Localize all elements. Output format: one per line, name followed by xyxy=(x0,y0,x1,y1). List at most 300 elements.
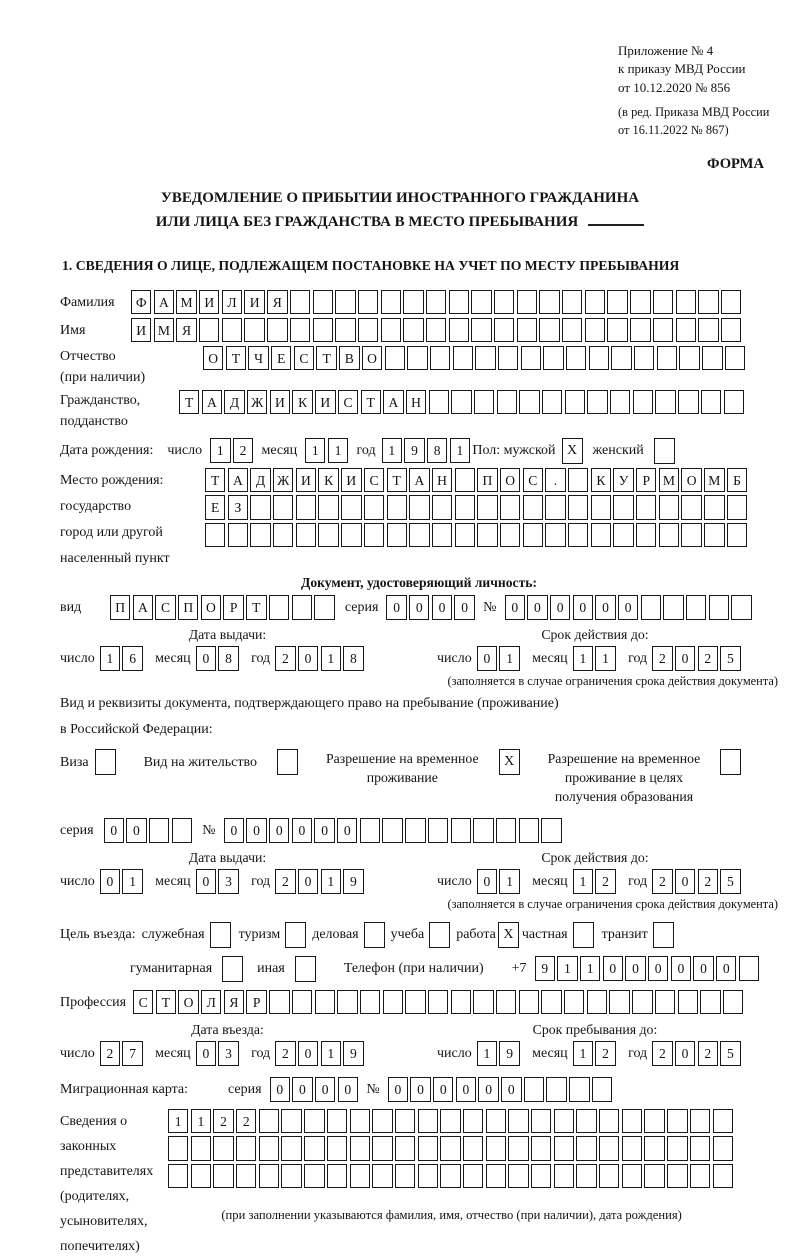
char-cell[interactable]: 0 xyxy=(432,595,452,620)
char-cell[interactable] xyxy=(613,523,633,548)
char-cell[interactable]: 0 xyxy=(675,1041,695,1066)
char-cell[interactable]: И xyxy=(131,318,151,343)
char-cell[interactable] xyxy=(259,1136,279,1161)
char-cell[interactable] xyxy=(409,495,429,520)
char-cell[interactable] xyxy=(296,495,316,520)
char-cell[interactable]: Т xyxy=(179,390,199,415)
char-cell[interactable]: 1 xyxy=(321,1041,341,1066)
char-cell[interactable] xyxy=(236,1164,256,1189)
char-cell[interactable]: Е xyxy=(271,346,291,371)
char-cell[interactable]: Б xyxy=(727,468,747,493)
char-cell[interactable]: 0 xyxy=(314,818,334,843)
char-cell[interactable] xyxy=(314,595,334,620)
char-cell[interactable]: 1 xyxy=(210,438,230,463)
char-cell[interactable]: И xyxy=(244,290,264,315)
char-cell[interactable] xyxy=(644,1136,664,1161)
char-cell[interactable] xyxy=(508,1164,528,1189)
char-cell[interactable]: 8 xyxy=(218,646,238,671)
char-cell[interactable] xyxy=(698,318,718,343)
char-cell[interactable] xyxy=(523,495,543,520)
char-cell[interactable] xyxy=(739,956,759,981)
char-cell[interactable] xyxy=(622,1136,642,1161)
char-cell[interactable] xyxy=(676,318,696,343)
char-cell[interactable]: 1 xyxy=(573,869,593,894)
char-cell[interactable] xyxy=(486,1136,506,1161)
char-cell[interactable]: 0 xyxy=(126,818,146,843)
char-cell[interactable] xyxy=(723,990,743,1015)
char-cell[interactable]: С xyxy=(133,990,153,1015)
representatives-cells-row2[interactable] xyxy=(168,1136,735,1161)
char-cell[interactable] xyxy=(372,1109,392,1134)
char-cell[interactable] xyxy=(727,495,747,520)
char-cell[interactable] xyxy=(381,290,401,315)
entry-day-cells[interactable] xyxy=(100,1041,145,1066)
char-cell[interactable] xyxy=(655,990,675,1015)
birthplace-cells-row1[interactable] xyxy=(205,468,750,493)
char-cell[interactable]: 1 xyxy=(573,1041,593,1066)
char-cell[interactable]: 2 xyxy=(275,1041,295,1066)
char-cell[interactable] xyxy=(496,990,516,1015)
entry-year-cells[interactable] xyxy=(275,1041,366,1066)
char-cell[interactable] xyxy=(667,1164,687,1189)
char-cell[interactable] xyxy=(440,1109,460,1134)
char-cell[interactable]: О xyxy=(362,346,382,371)
purpose-business-checkbox[interactable] xyxy=(364,922,385,948)
char-cell[interactable] xyxy=(281,1109,301,1134)
char-cell[interactable] xyxy=(568,495,588,520)
char-cell[interactable] xyxy=(636,523,656,548)
char-cell[interactable] xyxy=(659,495,679,520)
char-cell[interactable] xyxy=(455,468,475,493)
permit-valid-month-cells[interactable] xyxy=(573,869,618,894)
char-cell[interactable] xyxy=(690,1164,710,1189)
char-cell[interactable] xyxy=(659,523,679,548)
char-cell[interactable]: 0 xyxy=(224,818,244,843)
char-cell[interactable] xyxy=(428,818,448,843)
char-cell[interactable] xyxy=(653,318,673,343)
representatives-cells-row1[interactable] xyxy=(168,1109,735,1134)
char-cell[interactable]: А xyxy=(202,390,222,415)
char-cell[interactable] xyxy=(477,495,497,520)
char-cell[interactable]: И xyxy=(199,290,219,315)
char-cell[interactable] xyxy=(269,595,289,620)
char-cell[interactable]: 0 xyxy=(292,1077,312,1102)
char-cell[interactable] xyxy=(418,1109,438,1134)
permit-issue-month-cells[interactable] xyxy=(196,869,241,894)
char-cell[interactable] xyxy=(341,495,361,520)
birth-year-cells[interactable] xyxy=(382,438,473,463)
char-cell[interactable] xyxy=(405,818,425,843)
char-cell[interactable] xyxy=(630,318,650,343)
doc-series-cells[interactable] xyxy=(386,595,477,620)
purpose-transit-checkbox[interactable] xyxy=(653,922,674,948)
char-cell[interactable]: 0 xyxy=(315,1077,335,1102)
char-cell[interactable]: М xyxy=(176,290,196,315)
char-cell[interactable] xyxy=(721,318,741,343)
char-cell[interactable] xyxy=(292,990,312,1015)
char-cell[interactable]: 1 xyxy=(382,438,402,463)
char-cell[interactable]: Р xyxy=(246,990,266,1015)
char-cell[interactable]: 2 xyxy=(652,869,672,894)
char-cell[interactable] xyxy=(497,390,517,415)
char-cell[interactable] xyxy=(576,1136,596,1161)
char-cell[interactable] xyxy=(304,1136,324,1161)
phone-cells[interactable] xyxy=(535,956,762,981)
char-cell[interactable]: 0 xyxy=(298,1041,318,1066)
char-cell[interactable] xyxy=(395,1164,415,1189)
char-cell[interactable] xyxy=(554,1164,574,1189)
char-cell[interactable]: 9 xyxy=(535,956,555,981)
char-cell[interactable]: И xyxy=(296,468,316,493)
char-cell[interactable] xyxy=(542,390,562,415)
char-cell[interactable] xyxy=(576,1164,596,1189)
representatives-cells-row3[interactable] xyxy=(168,1164,735,1189)
stay-day-cells[interactable] xyxy=(477,1041,522,1066)
char-cell[interactable]: 1 xyxy=(168,1109,188,1134)
char-cell[interactable]: Ч xyxy=(248,346,268,371)
char-cell[interactable] xyxy=(455,495,475,520)
char-cell[interactable]: С xyxy=(364,468,384,493)
char-cell[interactable] xyxy=(486,1109,506,1134)
char-cell[interactable]: 1 xyxy=(122,869,142,894)
char-cell[interactable] xyxy=(213,1164,233,1189)
char-cell[interactable]: 0 xyxy=(196,869,216,894)
char-cell[interactable] xyxy=(519,818,539,843)
char-cell[interactable] xyxy=(634,346,654,371)
char-cell[interactable]: 0 xyxy=(693,956,713,981)
char-cell[interactable]: П xyxy=(110,595,130,620)
char-cell[interactable] xyxy=(382,818,402,843)
char-cell[interactable] xyxy=(341,523,361,548)
permit-series-cells[interactable] xyxy=(104,818,195,843)
char-cell[interactable] xyxy=(519,990,539,1015)
char-cell[interactable] xyxy=(315,990,335,1015)
char-cell[interactable] xyxy=(474,390,494,415)
char-cell[interactable] xyxy=(622,1164,642,1189)
char-cell[interactable]: В xyxy=(339,346,359,371)
char-cell[interactable]: А xyxy=(154,290,174,315)
char-cell[interactable] xyxy=(350,1109,370,1134)
char-cell[interactable] xyxy=(690,1109,710,1134)
char-cell[interactable]: М xyxy=(659,468,679,493)
char-cell[interactable] xyxy=(273,495,293,520)
char-cell[interactable]: 2 xyxy=(275,869,295,894)
char-cell[interactable] xyxy=(471,290,491,315)
char-cell[interactable] xyxy=(304,1164,324,1189)
char-cell[interactable] xyxy=(541,990,561,1015)
char-cell[interactable]: К xyxy=(318,468,338,493)
purpose-private-checkbox[interactable] xyxy=(573,922,594,948)
char-cell[interactable] xyxy=(172,818,192,843)
char-cell[interactable]: 0 xyxy=(298,869,318,894)
char-cell[interactable] xyxy=(318,523,338,548)
char-cell[interactable] xyxy=(613,495,633,520)
char-cell[interactable]: А xyxy=(409,468,429,493)
char-cell[interactable]: 0 xyxy=(410,1077,430,1102)
char-cell[interactable]: 6 xyxy=(122,646,142,671)
char-cell[interactable]: 2 xyxy=(595,1041,615,1066)
char-cell[interactable] xyxy=(290,318,310,343)
stay-month-cells[interactable] xyxy=(573,1041,618,1066)
char-cell[interactable]: О xyxy=(178,990,198,1015)
char-cell[interactable]: О xyxy=(203,346,223,371)
char-cell[interactable] xyxy=(327,1164,347,1189)
char-cell[interactable] xyxy=(632,990,652,1015)
purpose-other-checkbox[interactable] xyxy=(295,956,316,982)
char-cell[interactable] xyxy=(545,495,565,520)
char-cell[interactable] xyxy=(636,495,656,520)
char-cell[interactable] xyxy=(327,1136,347,1161)
char-cell[interactable]: С xyxy=(155,595,175,620)
char-cell[interactable] xyxy=(350,1136,370,1161)
char-cell[interactable]: К xyxy=(591,468,611,493)
char-cell[interactable]: 9 xyxy=(499,1041,519,1066)
char-cell[interactable]: И xyxy=(315,390,335,415)
char-cell[interactable] xyxy=(451,990,471,1015)
char-cell[interactable]: 0 xyxy=(386,595,406,620)
char-cell[interactable] xyxy=(611,346,631,371)
char-cell[interactable]: 8 xyxy=(427,438,447,463)
char-cell[interactable] xyxy=(591,495,611,520)
char-cell[interactable]: 0 xyxy=(337,818,357,843)
char-cell[interactable] xyxy=(644,1109,664,1134)
char-cell[interactable]: О xyxy=(500,468,520,493)
char-cell[interactable] xyxy=(471,318,491,343)
char-cell[interactable]: 0 xyxy=(675,869,695,894)
char-cell[interactable] xyxy=(517,318,537,343)
char-cell[interactable] xyxy=(199,318,219,343)
char-cell[interactable] xyxy=(418,1136,438,1161)
char-cell[interactable]: 0 xyxy=(477,869,497,894)
char-cell[interactable] xyxy=(599,1136,619,1161)
char-cell[interactable]: 1 xyxy=(328,438,348,463)
permit-issue-year-cells[interactable] xyxy=(275,869,366,894)
char-cell[interactable] xyxy=(463,1164,483,1189)
birthplace-cells-row3[interactable] xyxy=(205,523,750,548)
char-cell[interactable] xyxy=(633,390,653,415)
char-cell[interactable] xyxy=(168,1164,188,1189)
visa-checkbox[interactable] xyxy=(95,749,116,775)
char-cell[interactable] xyxy=(607,318,627,343)
char-cell[interactable]: Ф xyxy=(131,290,151,315)
char-cell[interactable] xyxy=(657,346,677,371)
char-cell[interactable]: С xyxy=(523,468,543,493)
edu-permit-checkbox[interactable] xyxy=(720,749,741,775)
given-name-cells[interactable] xyxy=(131,318,744,343)
char-cell[interactable] xyxy=(531,1109,551,1134)
char-cell[interactable] xyxy=(267,318,287,343)
char-cell[interactable]: Т xyxy=(156,990,176,1015)
char-cell[interactable]: Н xyxy=(406,390,426,415)
char-cell[interactable]: 1 xyxy=(321,869,341,894)
char-cell[interactable] xyxy=(440,1136,460,1161)
char-cell[interactable]: Т xyxy=(361,390,381,415)
stay-year-cells[interactable] xyxy=(652,1041,743,1066)
mig-number-cells[interactable] xyxy=(388,1077,615,1102)
char-cell[interactable]: 1 xyxy=(305,438,325,463)
char-cell[interactable] xyxy=(678,990,698,1015)
char-cell[interactable] xyxy=(713,1109,733,1134)
char-cell[interactable]: 0 xyxy=(246,818,266,843)
char-cell[interactable] xyxy=(335,290,355,315)
char-cell[interactable]: А xyxy=(228,468,248,493)
char-cell[interactable]: 0 xyxy=(505,595,525,620)
char-cell[interactable] xyxy=(383,990,403,1015)
char-cell[interactable]: 2 xyxy=(213,1109,233,1134)
char-cell[interactable]: 9 xyxy=(404,438,424,463)
char-cell[interactable]: 0 xyxy=(595,595,615,620)
char-cell[interactable]: 0 xyxy=(648,956,668,981)
char-cell[interactable]: 0 xyxy=(456,1077,476,1102)
char-cell[interactable]: 0 xyxy=(618,595,638,620)
char-cell[interactable] xyxy=(531,1136,551,1161)
char-cell[interactable] xyxy=(292,595,312,620)
profession-cells[interactable] xyxy=(133,990,746,1015)
char-cell[interactable] xyxy=(554,1109,574,1134)
char-cell[interactable]: 0 xyxy=(298,646,318,671)
char-cell[interactable] xyxy=(566,346,586,371)
char-cell[interactable] xyxy=(360,818,380,843)
char-cell[interactable] xyxy=(350,1164,370,1189)
char-cell[interactable] xyxy=(641,595,661,620)
char-cell[interactable] xyxy=(508,1109,528,1134)
char-cell[interactable] xyxy=(475,346,495,371)
char-cell[interactable] xyxy=(622,1109,642,1134)
char-cell[interactable]: Р xyxy=(223,595,243,620)
char-cell[interactable] xyxy=(428,990,448,1015)
char-cell[interactable]: 1 xyxy=(450,438,470,463)
doc-issue-day-cells[interactable] xyxy=(100,646,145,671)
char-cell[interactable]: 9 xyxy=(343,869,363,894)
char-cell[interactable] xyxy=(585,318,605,343)
char-cell[interactable] xyxy=(403,318,423,343)
char-cell[interactable]: 0 xyxy=(716,956,736,981)
char-cell[interactable]: 2 xyxy=(698,646,718,671)
char-cell[interactable]: 2 xyxy=(595,869,615,894)
char-cell[interactable] xyxy=(562,290,582,315)
char-cell[interactable] xyxy=(477,523,497,548)
char-cell[interactable] xyxy=(519,390,539,415)
birth-month-cells[interactable] xyxy=(305,438,350,463)
char-cell[interactable]: А xyxy=(383,390,403,415)
char-cell[interactable] xyxy=(701,390,721,415)
char-cell[interactable] xyxy=(591,523,611,548)
char-cell[interactable] xyxy=(554,1136,574,1161)
char-cell[interactable]: 1 xyxy=(100,646,120,671)
char-cell[interactable] xyxy=(304,1109,324,1134)
doc-type-cells[interactable] xyxy=(110,595,337,620)
char-cell[interactable] xyxy=(546,1077,566,1102)
char-cell[interactable]: 0 xyxy=(409,595,429,620)
char-cell[interactable] xyxy=(168,1136,188,1161)
char-cell[interactable]: 1 xyxy=(557,956,577,981)
char-cell[interactable] xyxy=(313,290,333,315)
char-cell[interactable]: 2 xyxy=(275,646,295,671)
char-cell[interactable] xyxy=(599,1164,619,1189)
char-cell[interactable]: Т xyxy=(205,468,225,493)
char-cell[interactable] xyxy=(463,1136,483,1161)
birthplace-cells-row2[interactable] xyxy=(205,495,750,520)
char-cell[interactable] xyxy=(385,346,405,371)
char-cell[interactable] xyxy=(337,990,357,1015)
char-cell[interactable]: 0 xyxy=(675,646,695,671)
char-cell[interactable]: 5 xyxy=(720,646,740,671)
char-cell[interactable]: Е xyxy=(205,495,225,520)
char-cell[interactable] xyxy=(704,523,724,548)
char-cell[interactable]: О xyxy=(201,595,221,620)
char-cell[interactable] xyxy=(335,318,355,343)
char-cell[interactable]: 0 xyxy=(433,1077,453,1102)
char-cell[interactable]: 2 xyxy=(233,438,253,463)
char-cell[interactable] xyxy=(432,523,452,548)
patronymic-cells[interactable] xyxy=(203,346,748,371)
char-cell[interactable] xyxy=(517,290,537,315)
char-cell[interactable] xyxy=(429,390,449,415)
char-cell[interactable] xyxy=(364,495,384,520)
char-cell[interactable]: 0 xyxy=(100,869,120,894)
char-cell[interactable] xyxy=(213,1136,233,1161)
char-cell[interactable]: М xyxy=(154,318,174,343)
char-cell[interactable]: Ж xyxy=(247,390,267,415)
char-cell[interactable] xyxy=(228,523,248,548)
char-cell[interactable] xyxy=(269,990,289,1015)
char-cell[interactable]: Н xyxy=(432,468,452,493)
char-cell[interactable] xyxy=(524,1077,544,1102)
char-cell[interactable]: 0 xyxy=(603,956,623,981)
char-cell[interactable] xyxy=(709,595,729,620)
doc-valid-year-cells[interactable] xyxy=(652,646,743,671)
char-cell[interactable] xyxy=(543,346,563,371)
char-cell[interactable]: Я xyxy=(267,290,287,315)
purpose-official-checkbox[interactable] xyxy=(210,922,231,948)
char-cell[interactable]: З xyxy=(228,495,248,520)
char-cell[interactable]: 2 xyxy=(236,1109,256,1134)
doc-valid-day-cells[interactable] xyxy=(477,646,522,671)
char-cell[interactable]: И xyxy=(341,468,361,493)
mig-series-cells[interactable] xyxy=(270,1077,361,1102)
char-cell[interactable]: 0 xyxy=(292,818,312,843)
char-cell[interactable] xyxy=(403,290,423,315)
char-cell[interactable] xyxy=(585,290,605,315)
char-cell[interactable] xyxy=(500,523,520,548)
char-cell[interactable]: 1 xyxy=(499,646,519,671)
char-cell[interactable]: М xyxy=(704,468,724,493)
char-cell[interactable] xyxy=(281,1164,301,1189)
char-cell[interactable]: 8 xyxy=(343,646,363,671)
char-cell[interactable]: 0 xyxy=(454,595,474,620)
char-cell[interactable] xyxy=(663,595,683,620)
char-cell[interactable] xyxy=(539,318,559,343)
char-cell[interactable] xyxy=(244,318,264,343)
char-cell[interactable]: 0 xyxy=(196,1041,216,1066)
char-cell[interactable] xyxy=(539,290,559,315)
char-cell[interactable] xyxy=(630,290,650,315)
char-cell[interactable] xyxy=(521,346,541,371)
char-cell[interactable]: Т xyxy=(387,468,407,493)
char-cell[interactable] xyxy=(698,290,718,315)
char-cell[interactable] xyxy=(395,1109,415,1134)
char-cell[interactable]: 1 xyxy=(580,956,600,981)
char-cell[interactable] xyxy=(721,290,741,315)
char-cell[interactable] xyxy=(576,1109,596,1134)
char-cell[interactable]: 5 xyxy=(720,869,740,894)
char-cell[interactable] xyxy=(407,346,427,371)
char-cell[interactable] xyxy=(455,523,475,548)
citizenship-cells[interactable] xyxy=(179,390,746,415)
char-cell[interactable]: 1 xyxy=(573,646,593,671)
char-cell[interactable] xyxy=(569,1077,589,1102)
char-cell[interactable] xyxy=(418,1164,438,1189)
